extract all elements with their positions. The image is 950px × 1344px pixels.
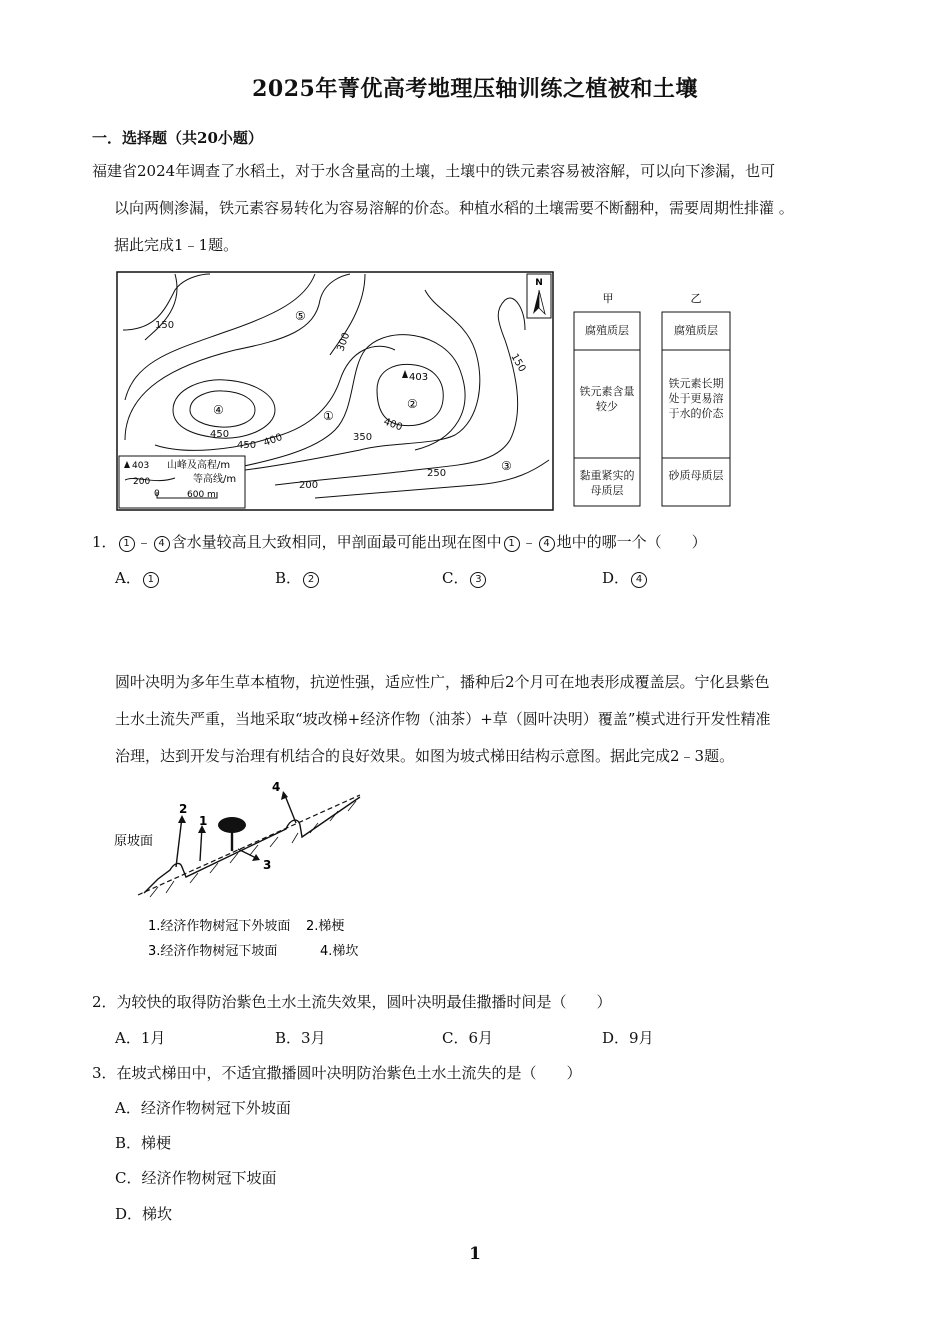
profile-b-layer-1: 腐殖质层: [674, 324, 718, 337]
option-label: B．: [275, 569, 302, 587]
q1-dash: ﹣: [136, 533, 152, 551]
circled-number: 4: [539, 536, 555, 552]
terrace-legend-1: 1.经济作物树冠下外坡面: [148, 919, 291, 934]
region-marker: ②: [407, 397, 418, 411]
terrace-diagram: [110, 775, 372, 965]
contour-map: [115, 270, 555, 512]
option-label: D．: [602, 569, 630, 587]
question-2: 2．为较快的取得防治紫色土水土流失效果，圆叶决明最佳撒播时间是（ ）: [92, 993, 612, 1011]
contour-label: 450: [210, 429, 230, 440]
question-3: 3．在坡式梯田中，不适宜撒播圆叶决明防治紫色土水土流失的是（ ）: [92, 1064, 582, 1082]
profile-a-layer-3: 黏重紧实的母质层: [579, 469, 635, 497]
legend-contour-label: 等高线/m: [193, 474, 237, 485]
legend-peak-value: 403: [132, 461, 150, 471]
circled-number: 2: [303, 572, 319, 588]
question-1: [92, 531, 707, 552]
q1-option-a[interactable]: [115, 567, 161, 588]
terrace-legend-3: 3.经济作物树冠下坡面: [148, 944, 278, 959]
passage-2-line-2: 土水土流失严重，当地采取“坡改梯+经济作物（油茶）+草（圆叶决明）覆盖”模式进行开发性精准: [115, 710, 771, 728]
profile-a-title: 甲: [602, 292, 614, 305]
terrace-legend-4: 4.梯坎: [320, 944, 359, 959]
q1-option-b[interactable]: [275, 567, 321, 588]
profile-b-layer-3: 砂质母质层: [668, 469, 724, 482]
region-marker: ④: [213, 403, 224, 417]
contour-label: 200: [299, 480, 319, 491]
page-title: 2025年菁优高考地理压轴训练之植被和土壤: [252, 76, 698, 102]
contour-label: 400: [262, 431, 284, 449]
q1-number: 1．: [92, 533, 117, 551]
contour-label: 350: [353, 432, 373, 443]
circled-number: 1: [119, 536, 135, 552]
peak-elevation: 403: [409, 372, 429, 383]
option-label: A．: [115, 569, 141, 587]
circled-number: 4: [631, 572, 647, 588]
profile-a-layer-1: 腐殖质层: [585, 324, 629, 337]
legend-peak-label: 山峰及高程/m: [167, 460, 231, 471]
profile-a-layer-2: 铁元素含量较少: [579, 385, 635, 413]
q3-option-b[interactable]: B．梯梗: [115, 1134, 172, 1152]
profile-b-layer-2: 铁元素长期处于更易溶于水的价态: [668, 377, 724, 420]
option-label: C．: [442, 569, 469, 587]
section-heading: 一．选择题（共20小题）: [92, 129, 263, 147]
terrace-legend-2: 2.梯梗: [306, 919, 345, 934]
contour-label: 150: [155, 320, 175, 331]
circled-number: 1: [143, 572, 159, 588]
passage-1-line-2: 以向两侧渗漏，铁元素容易转化为容易溶解的价态。种植水稻的土壤需要不断翻种，需要周期性排灌 。: [114, 199, 794, 217]
legend-contour-value: 200: [133, 477, 151, 487]
passage-1: [92, 153, 867, 264]
contour-label: 300: [335, 331, 353, 354]
q3-option-d[interactable]: D．梯坎: [115, 1205, 173, 1223]
arrow-label-1: 1: [199, 814, 208, 828]
q1-dash: ﹣: [521, 533, 537, 551]
scale-zero: 0: [154, 489, 160, 499]
passage-1-line-3: 据此完成1﹣1题。: [114, 236, 239, 254]
q1-text-b: 地中的哪一个（ ）: [556, 533, 707, 551]
contour-label: 150: [508, 352, 528, 375]
passage-2-line-1: 圆叶决明为多年生草本植物，抗逆性强，适应性广，播种后2个月可在地表形成覆盖层。宁化县紫色: [115, 673, 770, 691]
circled-number: 1: [504, 536, 520, 552]
q1-option-c[interactable]: [442, 567, 488, 588]
arrow-icon: [178, 815, 186, 823]
north-label: N: [535, 278, 543, 288]
page-number: 1: [469, 1244, 481, 1264]
passage-2: [115, 664, 867, 775]
circled-number: 4: [154, 536, 170, 552]
arrow-icon: [252, 854, 260, 861]
region-marker: ①: [323, 409, 334, 423]
q3-option-a[interactable]: A．经济作物树冠下外坡面: [115, 1099, 291, 1117]
q3-option-c[interactable]: C．经济作物树冠下坡面: [115, 1169, 277, 1187]
q2-option-b[interactable]: B．3月: [275, 1029, 326, 1047]
arrow-label-4: 4: [272, 780, 281, 794]
q2-option-a[interactable]: A．1月: [115, 1029, 166, 1047]
region-marker: ⑤: [295, 309, 306, 323]
circled-number: 3: [470, 572, 486, 588]
soil-profiles: [570, 290, 735, 508]
profile-b-title: 乙: [690, 292, 702, 305]
contour-label: 450: [237, 440, 257, 451]
tree-icon: [218, 817, 246, 833]
scale-value: 600 m: [187, 490, 216, 500]
arrow-label-3: 3: [263, 858, 272, 872]
contour-label: 250: [427, 468, 447, 479]
contour-label: 400: [381, 416, 404, 434]
arrow-label-2: 2: [179, 802, 188, 816]
passage-1-line-1: 福建省2024年调查了水稻土，对于水含量高的土壤，土壤中的铁元素容易被溶解，可以向下渗漏，也可: [92, 162, 776, 180]
passage-2-line-3: 治理，达到开发与治理有机结合的良好效果。如图为坡式梯田结构示意图。据此完成2﹣3题。: [115, 747, 735, 765]
q2-option-c[interactable]: C．6月: [442, 1029, 494, 1047]
region-marker: ③: [501, 459, 512, 473]
q2-option-d[interactable]: D．9月: [602, 1029, 654, 1047]
original-slope-label: 原坡面: [114, 834, 154, 849]
q1-option-d[interactable]: [602, 567, 649, 588]
q1-text-a: 含水量较高且大致相同，甲剖面最可能出现在图中: [171, 533, 502, 551]
